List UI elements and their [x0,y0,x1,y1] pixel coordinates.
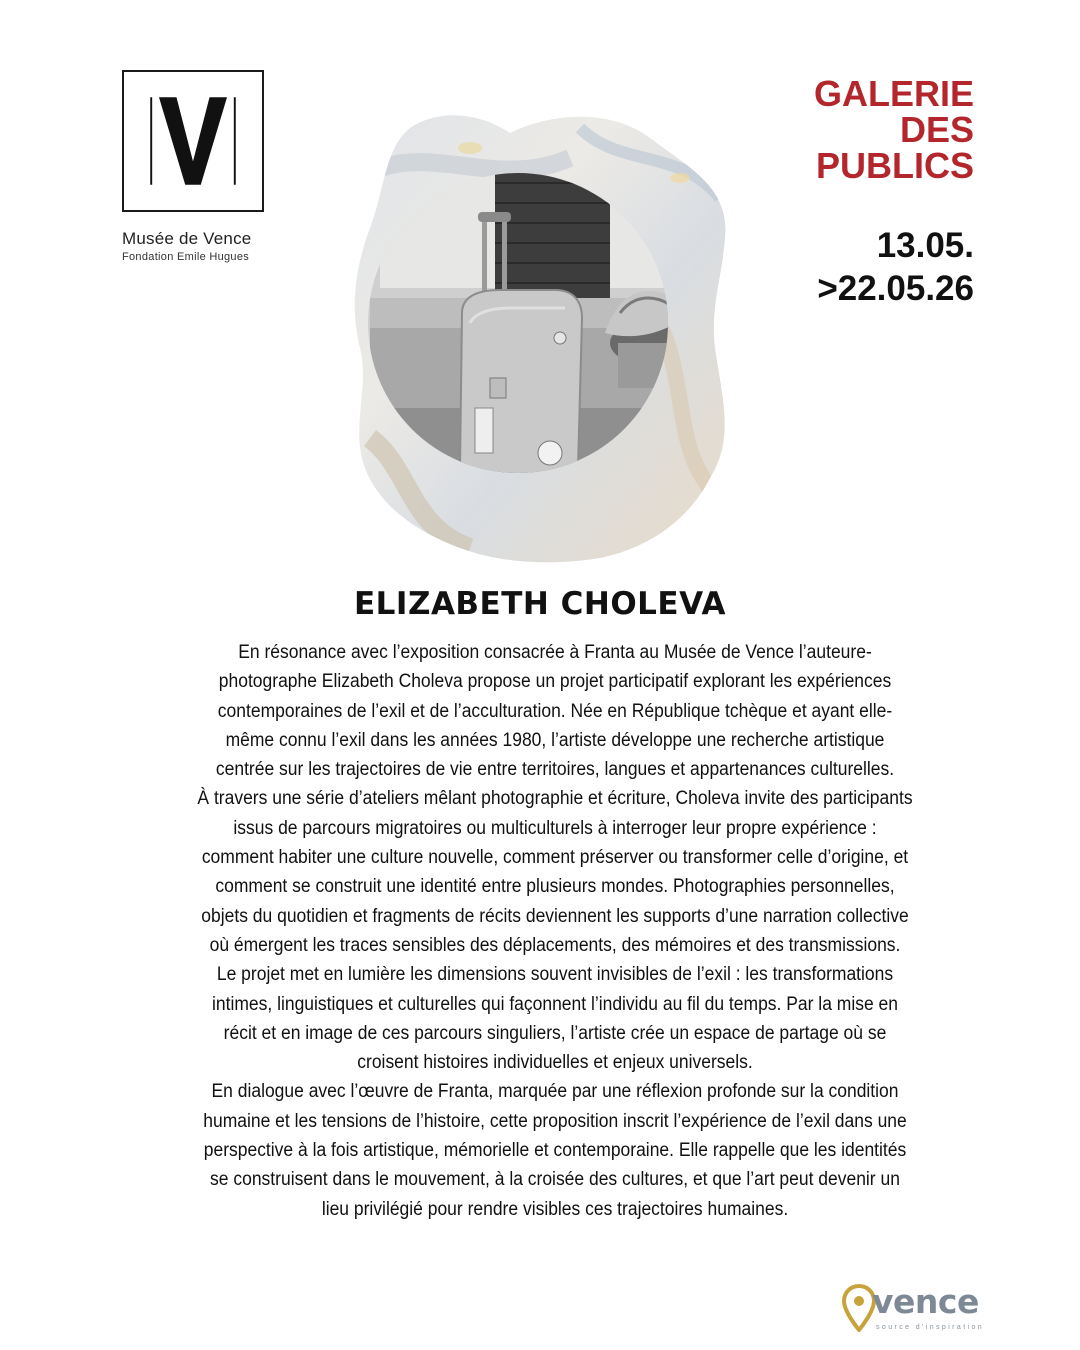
gallery-title-line-1: GALERIE [813,73,974,114]
museum-name: Musée de Vence [122,229,252,248]
description-paragraph-4: En dialogue avec l’œuvre de Franta, marquée par une réflexion profonde sur la condition humaine et les tensions de l’histoire, cette proposition inscrit l’expérience de l’exil dans une perspective à la fois artistique, mémorielle et contemporaine. Elle rappelle que les identités se construisent dans le mouvement, à la croisée des cultures, et que l’art peut devenir un lieu privilégié pour rendre visibles ces trajectoires humaines. [203,1081,907,1220]
gallery-title [813,73,974,186]
end-date: >22.05.26 [817,269,974,308]
gallery-title-line-3: PUBLICS [815,145,974,186]
description-paragraph-1: En résonance avec l’exposition consacrée à Franta au Musée de Vence l’auteure-photographe Elizabeth Choleva propose un projet participatif explorant les expériences contemporaines de l’exil et de l’acculturation. Née en République tchèque et ayant elle-même connu l’exil dans les années 1980, l’artiste développe une recherche artistique centrée sur les trajectoires de vie entre territoires, langues et appartenances culturelles. [215,642,895,781]
vence-tagline: source d'inspiration [876,1324,985,1331]
vence-logo [840,1282,1000,1337]
gallery-title-line-2: DES [899,109,974,150]
museum-logo [122,70,264,212]
museum-logo-mark [124,72,262,210]
description-paragraph-3: Le projet met en lumière les dimensions souvent invisibles de l’exil : les transformations intimes, linguistiques et culturelles qui façonnent l’individu au fil du temps. Par la mise en récit et en image de ces parcours singuliers, l’artiste crée un espace de partage où se croisent histoires individuelles et enjeux universels. [212,964,898,1074]
start-date: 13.05. [876,226,974,265]
suitcase-photo [350,108,735,563]
vence-wordmark: vence [872,1282,979,1321]
exhibition-dates [817,224,974,310]
description-paragraph-2: À travers une série d’ateliers mêlant photographie et écriture, Choleva invite des participants issus de parcours migratoires ou multiculturels à interroger leur propre expérience : comment habiter une culture nouvelle, comment préserver ou transformer celle d’origine, et comment se construit une identité entre plusieurs mondes. Photographies personnelles, objets du quotidien et fragments de récits deviennent les supports d’une narration collective où émergent les traces sensibles des déplacements, des mémoires et des transmissions. [197,788,913,956]
museum-subtitle: Fondation Emile Hugues [122,251,250,263]
artist-name: ELIZABETH CHOLEVA [354,586,726,622]
exhibition-description [196,638,914,1224]
location-pin-icon [842,1284,876,1332]
